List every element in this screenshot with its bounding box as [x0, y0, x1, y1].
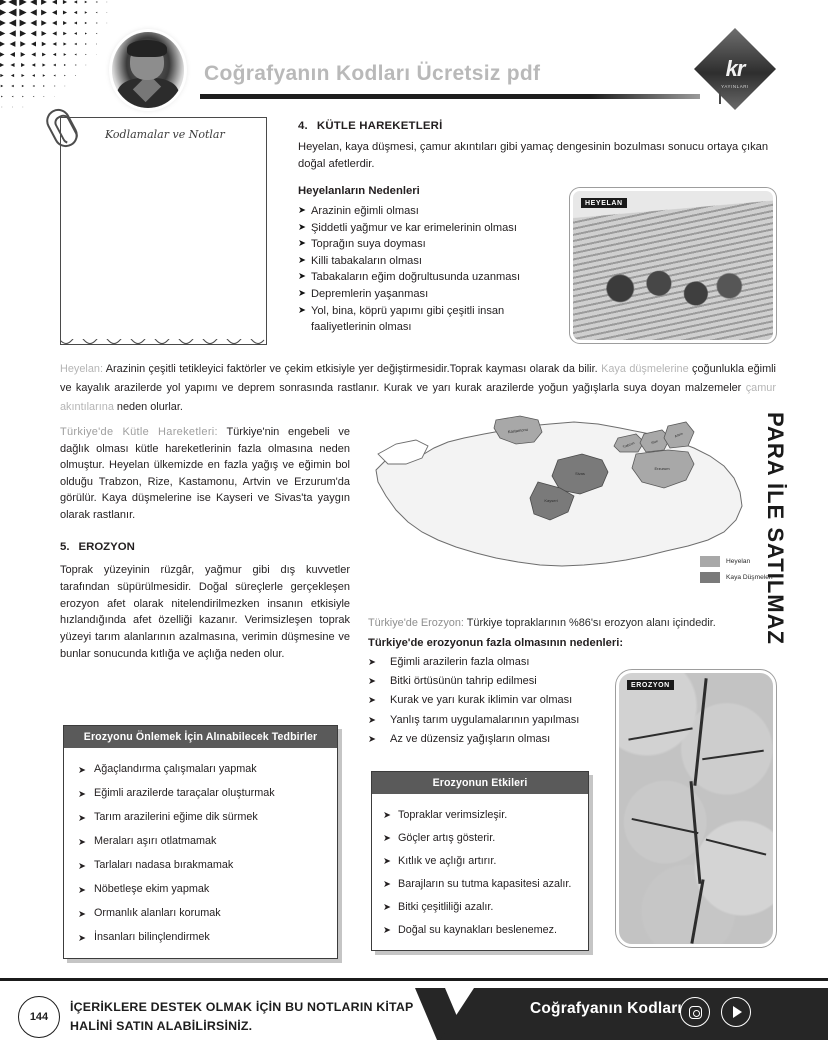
turkiye-erozyon-line: Türkiye'de Erozyon: Türkiye topraklarının %86'sı erozyon alanı içindedir. — [368, 617, 716, 629]
erozyon-crack — [632, 818, 699, 834]
list-item: ➤ Göçler artış gösterir. — [383, 831, 496, 844]
list-item: ➤ Bitki örtüsünün tahrip edilmesi — [368, 672, 616, 691]
arrow-bullet-icon: ➤ — [78, 907, 86, 919]
legend-swatch-heyelan — [700, 556, 720, 567]
section5-number: 5. — [60, 541, 70, 553]
footer-note: İÇERİKLERE DESTEK OLMAK İÇİN BU NOTLARIN KİTAP HALİNİ SATIN ALABİLİRSİNİZ. — [70, 1000, 414, 1033]
turkiye-erozyon-label: Türkiye'de Erozyon: — [368, 617, 464, 629]
heyelan-photo-vegetation — [585, 268, 761, 319]
avatar — [112, 32, 184, 108]
arrow-bullet-icon: ➤ — [298, 304, 306, 316]
heyelan-definition-label: Heyelan: — [60, 363, 103, 375]
notes-card — [60, 117, 267, 345]
heyelan-definition-paragraph: Heyelan: Arazinin çeşitli tetikleyici faktörler ve çekim etkisiyle yer değiştirmesidir.Toprak kayması olarak da bilir. Kaya düşmelerine çoğunlukla eğimli ve kayalık arazilerde yol yapımı ve deprem sonrasında rastlanır. Kurak ve yarı kurak arazilerde yoğun yağışlarla suya doyan malzemeler çamur akıntılarına neden olurlar. — [60, 363, 776, 413]
instagram-icon[interactable] — [680, 997, 710, 1027]
list-item: ➤ Topraklar verimsizleşir. — [383, 808, 508, 821]
list-item: ➤ Ağaçlandırma çalışmaları yapmak — [64, 757, 337, 781]
section4-subheading: Heyelanların Nedenleri — [298, 185, 420, 197]
list-item: ➤ Tabakaların eğim doğrultusunda uzanması — [298, 269, 548, 286]
publisher-logo-text: kr — [725, 56, 745, 81]
list-item: ➤ Yanlış tarım uygulamalarının yapılması — [368, 711, 616, 730]
list-item: ➤ Tarlaları nadasa bırakmamak — [64, 853, 337, 877]
list-item: ➤ Yol, bina, köprü yapımı gibi çeşitli insan faaliyetlerinin olması — [298, 304, 505, 334]
arrow-bullet-icon: ➤ — [368, 695, 377, 707]
section4-title: KÜTLE HAREKETLERİ — [316, 120, 443, 132]
erozyon-crack — [693, 679, 707, 787]
etkileri-list — [372, 794, 588, 950]
erozyon-crack — [690, 879, 704, 944]
arrow-bullet-icon: ➤ — [368, 657, 377, 668]
erozyon-crack — [706, 839, 766, 856]
page-number-badge: 144 — [18, 996, 60, 1038]
arrow-bullet-icon: ➤ — [383, 900, 391, 912]
turkiye-erozyon-subheading: Türkiye'de erozyonun fazla olmasının nedenleri: — [368, 637, 624, 649]
legend-item: Heyelan — [700, 556, 773, 567]
list-item: ➤ Kurak ve yarı kurak iklimin var olması — [368, 691, 616, 710]
list-item: ➤ Tarım arazilerini eğime dik sürmek — [64, 805, 337, 829]
section4-bullet-list — [298, 203, 548, 336]
map-legend — [700, 556, 773, 588]
arrow-bullet-icon: ➤ — [78, 883, 86, 895]
graduation-tassel-icon — [719, 88, 721, 104]
list-item: ➤ Şiddetli yağmur ve kar erimelerinin olması — [298, 220, 548, 237]
heyelan-photo — [570, 188, 776, 343]
arrow-bullet-icon: ➤ — [368, 676, 377, 688]
list-item: ➤ Arazinin eğimli olması — [298, 203, 548, 220]
map-label-artvin: Artvin — [673, 431, 684, 439]
arrow-bullet-icon: ➤ — [78, 835, 86, 847]
list-item: ➤ Kıtlık ve açlığı artırır. — [383, 854, 497, 867]
section5-paragraph: Toprak yüzeyinin rüzgâr, yağmur gibi dış kuvvetler tarafından süpürülmesidir. Doğal süreçlerle gerçekleşen erozyon afet olarak nitelendirilmezken insanın etkisiyle hızlandığında afet özelliği kazanır. Verimsizleşen toprak yüzeyi tarım alanlarının azalmasına, verimin düşmesine ve bunlar sonucunda kıtlığa ve açlığa neden olur. — [60, 564, 350, 660]
list-item: ➤ Doğal su kaynakları beslenemez. — [383, 923, 558, 936]
tedbirler-list — [64, 748, 337, 958]
arrow-bullet-icon: ➤ — [383, 854, 391, 866]
legend-swatch-kaya-dusmeleri — [700, 572, 720, 583]
notes-card-torn-edge — [60, 339, 267, 348]
erozyon-crack — [629, 727, 693, 740]
arrow-bullet-icon: ➤ — [368, 714, 377, 726]
arrow-bullet-icon: ➤ — [298, 271, 306, 283]
youtube-icon[interactable] — [721, 997, 751, 1027]
arrow-bullet-icon: ➤ — [78, 859, 86, 871]
list-item: ➤ Nöbetleşe ekim yapmak — [64, 877, 337, 901]
section4-intro: Heyelan, kaya düşmesi, çamur akıntıları gibi yamaç dengesinin bozulması sonucu ortaya çıkan doğal afetlerdir. — [298, 141, 769, 170]
arrow-bullet-icon: ➤ — [78, 763, 86, 775]
publisher-logo-subtext: YAYINLARI — [721, 84, 749, 89]
list-item: ➤ Bitki çeşitliliği azalır. — [383, 900, 494, 913]
map-label-kastamonu: Kastamonu — [507, 426, 529, 435]
arrow-bullet-icon: ➤ — [78, 931, 86, 943]
watermark-para-ile-satilmaz: PARA İLE SATILMAZ — [763, 412, 788, 645]
list-item: ➤ İnsanları bilinçlendirmek — [64, 925, 337, 949]
heyelan-photo-label: HEYELAN — [581, 198, 627, 208]
list-item: ➤ Meraları aşırı otlatmamak — [64, 829, 337, 853]
arrow-bullet-icon: ➤ — [78, 787, 86, 799]
list-item: ➤ Barajların su tutma kapasitesi azalır. — [383, 877, 572, 890]
map-label-trabzon: Trabzon — [622, 440, 636, 450]
section4-number: 4. — [298, 120, 308, 132]
map-label-kayseri: Kayseri — [544, 498, 558, 503]
erozyon-photo — [616, 670, 776, 947]
section5-title: EROZYON — [78, 541, 135, 553]
header-divider — [200, 94, 700, 99]
arrow-bullet-icon: ➤ — [298, 205, 306, 216]
arrow-bullet-icon: ➤ — [368, 733, 377, 745]
arrow-bullet-icon: ➤ — [383, 877, 391, 889]
etkileri-box-title: Erozyonun Etkileri — [372, 772, 588, 794]
arrow-bullet-icon: ➤ — [383, 808, 391, 820]
arrow-bullet-icon: ➤ — [298, 221, 306, 233]
map-label-sivas: Sivas — [575, 471, 585, 476]
arrow-bullet-icon: ➤ — [298, 254, 306, 266]
turkiye-erozyon-bullet-list — [368, 653, 616, 749]
tedbirler-box-title: Erozyonu Önlemek İçin Alınabilecek Tedbirler — [64, 726, 337, 748]
page-title: Coğrafyanın Kodları Ücretsiz pdf — [204, 62, 541, 85]
erozyon-crack — [702, 750, 763, 761]
legend-item: Kaya Düşmeleri — [700, 572, 773, 583]
map-label-rize: Rize — [650, 438, 659, 446]
list-item: ➤ Toprağın suya doyması — [298, 236, 548, 253]
map-label-erzurum: Erzurum — [654, 466, 670, 471]
arrow-bullet-icon: ➤ — [78, 811, 86, 823]
list-item: ➤ Killi tabakaların olması — [298, 253, 548, 270]
notes-card-title: Kodlamalar ve Notlar — [105, 128, 225, 141]
footer-brand: Coğrafyanın Kodları — [530, 1000, 682, 1017]
list-item: ➤ Az ve düzensiz yağışların olması — [368, 730, 616, 749]
page-header — [0, 0, 828, 108]
tedbirler-box — [63, 725, 338, 959]
footer-divider — [0, 978, 828, 981]
turkiye-kutle-label: Türkiye'de Kütle Hareketleri: — [60, 426, 218, 438]
list-item: ➤ Depremlerin yaşanması — [298, 286, 548, 303]
list-item: ➤ Eğimli arazilerde taraçalar oluşturmak — [64, 781, 337, 805]
list-item: ➤ Eğimli arazilerin fazla olması — [368, 653, 616, 672]
turkiye-kutle-hareketleri-paragraph: Türkiye'de Kütle Hareketleri: Türkiye'nin engebeli ve dağlık olması kütle hareketlerinin fazla olmasına neden olmuştur. Heyelan ülkemizde en fazla yağış ve eğimin bol olduğu Trabzon, Rize, Kastamonu, Artvin ve Erzurum'da görülür. Kaya düşmelerine ise Kayseri ve Sivas'ta yaygın olarak rastlanır. — [60, 426, 350, 521]
erozyon-photo-label: EROZYON — [627, 680, 674, 690]
section4-heading — [298, 120, 442, 132]
etkileri-box — [371, 771, 589, 951]
section5-heading — [60, 541, 135, 553]
arrow-bullet-icon: ➤ — [383, 923, 391, 935]
arrow-bullet-icon: ➤ — [298, 287, 306, 299]
arrow-bullet-icon: ➤ — [298, 238, 306, 250]
arrow-bullet-icon: ➤ — [383, 831, 391, 843]
list-item: ➤ Ormanlık alanları korumak — [64, 901, 337, 925]
